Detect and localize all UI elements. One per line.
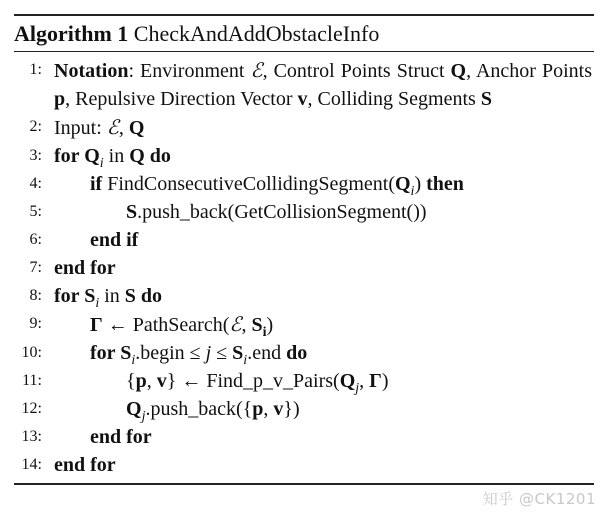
algorithm-box (14, 14, 594, 485)
line-text: , Repulsive Direction Vector (65, 88, 298, 110)
line-text: Γ (90, 314, 103, 336)
line-number: 1: (29, 61, 42, 78)
line-number: 2: (29, 118, 42, 135)
line-text: S (124, 285, 136, 307)
line-number: 11: (22, 372, 42, 389)
keyword: end for (90, 426, 152, 448)
keyword: Notation (54, 60, 129, 82)
line-text: S (84, 285, 96, 307)
line-text: j (205, 342, 212, 364)
keyword: end for (54, 454, 116, 476)
line-number: 13: (21, 428, 42, 445)
line-text: S (251, 314, 263, 336)
line-text: ) (266, 314, 274, 336)
line-text: Q (394, 173, 411, 195)
line-text: S (480, 88, 492, 110)
algorithm-line (14, 395, 594, 423)
line-text: , (263, 398, 274, 420)
keyword: for (54, 285, 85, 307)
line-text: p (135, 370, 147, 392)
keyword: for (54, 145, 85, 167)
line-text: v (297, 88, 308, 110)
line-text: , Control Points Struct (262, 60, 451, 82)
line-text: .end (247, 342, 287, 364)
line-text: ℰ (106, 115, 119, 139)
line-text: { (126, 370, 136, 392)
algorithm-title (14, 16, 594, 51)
line-number: 3: (29, 147, 42, 164)
keyword: do (286, 342, 308, 364)
line-text: i (410, 184, 415, 199)
algorithm-line (14, 282, 594, 310)
line-number: 8: (29, 287, 42, 304)
line-text: p (54, 88, 66, 110)
line-number: 4: (29, 175, 42, 192)
watermark: 知乎 @CK1201 (482, 490, 596, 508)
line-text: S (126, 201, 138, 223)
algorithm-line (14, 142, 594, 170)
line-text: , Anchor Points (466, 60, 592, 82)
algorithm-line (14, 198, 594, 226)
algorithm-line (14, 56, 594, 113)
line-text: .push_back({ (145, 398, 253, 420)
line-text: S (232, 342, 244, 364)
algorithm-line (14, 310, 594, 339)
line-text: }) (283, 398, 300, 420)
algorithm-line (14, 367, 594, 395)
line-text: ℰ (250, 58, 263, 82)
line-text: , (241, 314, 252, 336)
line-number: 6: (29, 231, 42, 248)
algorithm-line (14, 339, 594, 367)
line-text: Q (129, 145, 145, 167)
line-text: .begin ≤ (135, 342, 206, 364)
keyword: end if (90, 229, 139, 251)
line-text: Q (450, 60, 467, 82)
line-text: i (95, 296, 100, 311)
algorithm-line (14, 226, 594, 254)
line-text: p (252, 398, 264, 420)
line-text: Input: (54, 117, 107, 139)
line-text: i (243, 353, 248, 368)
line-text: : Environment (128, 60, 251, 82)
line-text: ℰ (229, 312, 242, 336)
line-text: , Colliding Segments (307, 88, 481, 110)
line-number: 5: (29, 203, 42, 220)
bottom-rule (14, 483, 594, 485)
line-text: } ← Find_p_v_Pairs( (166, 370, 340, 392)
line-text: i (131, 353, 136, 368)
line-text: in (99, 285, 125, 307)
line-text: Q (339, 370, 356, 392)
line-number: 9: (29, 315, 42, 332)
line-text: S (120, 342, 132, 364)
line-text: ≤ (211, 342, 233, 364)
line-text: , (359, 370, 370, 392)
keyword: if (90, 173, 108, 195)
line-number: 10: (21, 344, 42, 361)
keyword: for (90, 342, 121, 364)
line-text: Q (128, 117, 145, 139)
algorithm-label: Algorithm 1 (14, 21, 129, 46)
line-text: Q (126, 398, 142, 420)
keyword: do (144, 145, 171, 167)
keyword: then (426, 173, 464, 195)
line-text: ) (381, 370, 389, 392)
algorithm-line (14, 170, 594, 198)
line-text: v (156, 370, 167, 392)
line-text: ) (414, 173, 427, 195)
algorithm-line (14, 254, 594, 282)
line-text: Γ (369, 370, 382, 392)
algorithm-name: CheckAndAddObstacleInfo (133, 21, 380, 46)
line-text: Q (84, 145, 100, 167)
line-text: , (146, 370, 157, 392)
line-number: 14: (21, 456, 42, 473)
algorithm-line (14, 451, 594, 479)
line-text: j (355, 381, 360, 396)
line-number: 7: (29, 259, 42, 276)
line-text: , (118, 117, 129, 139)
keyword: do (135, 285, 163, 307)
line-text: v (273, 398, 284, 420)
keyword: end for (54, 257, 116, 279)
line-text: FindConsecutiveCollidingSegment( (107, 173, 395, 195)
line-text: j (141, 409, 146, 424)
algorithm-lines (14, 56, 594, 479)
line-text: ← PathSearch( (102, 314, 230, 336)
title-rule (14, 51, 594, 52)
algorithm-line (14, 113, 594, 142)
line-text: in (103, 145, 130, 167)
line-text: i (262, 325, 267, 340)
line-number: 12: (21, 400, 42, 417)
line-text: i (99, 156, 104, 171)
algorithm-line (14, 423, 594, 451)
line-text: .push_back(GetCollisionSegment()) (137, 201, 427, 223)
